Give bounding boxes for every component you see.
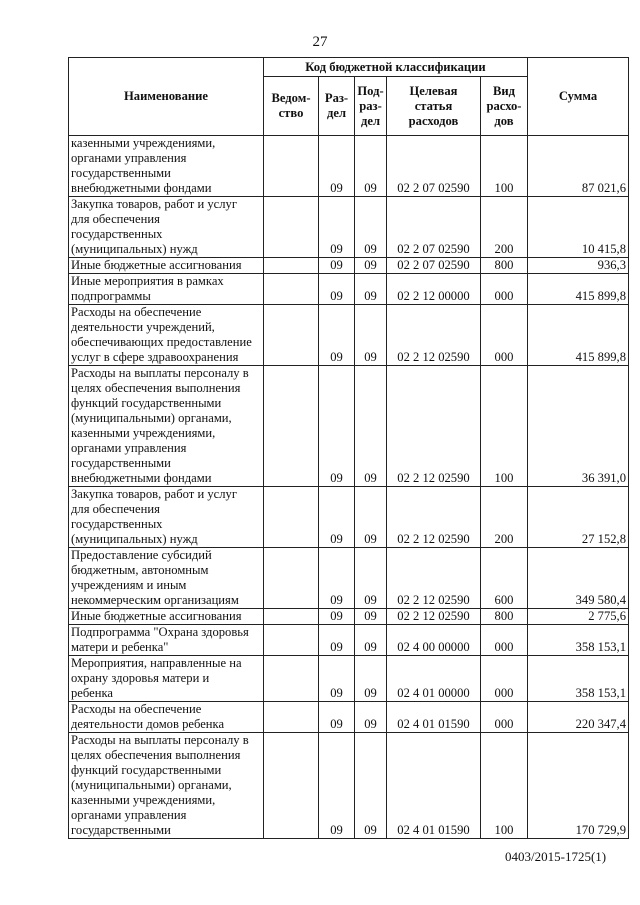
cell-name-line: Расходы на выплаты персоналу в <box>71 733 249 747</box>
cell-name-line: внебюджетными фондами <box>71 471 212 485</box>
cell-name-line: целях обеспечения выполнения <box>71 381 241 395</box>
header-subsection-line: раз- <box>359 98 382 113</box>
table-row <box>69 656 629 702</box>
cell-target-article: 02 4 01 01590 <box>387 702 481 733</box>
header-section-line: Раз- <box>324 91 349 105</box>
header-expense-type-line: расхо- <box>486 98 522 113</box>
cell-target-article: 02 2 07 02590 <box>387 258 481 274</box>
cell-sum: 10 415,8 <box>528 197 629 258</box>
cell-name-line: матери и ребенка" <box>71 640 169 654</box>
cell-name-line: Иные бюджетные ассигнования <box>71 258 242 272</box>
cell-name-line: органами управления <box>71 151 187 165</box>
budget-table <box>68 57 629 839</box>
cell-name <box>69 274 264 305</box>
cell-name-line: целях обеспечения выполнения <box>71 748 241 762</box>
cell-subsection: 09 <box>355 702 387 733</box>
table-row <box>69 548 629 609</box>
table-row <box>69 487 629 548</box>
cell-target-article: 02 2 12 02590 <box>387 366 481 487</box>
cell-section: 09 <box>319 625 355 656</box>
header-target-article-line: статья <box>414 98 453 113</box>
cell-department <box>264 609 319 625</box>
cell-section: 09 <box>319 656 355 702</box>
cell-subsection: 09 <box>355 258 387 274</box>
cell-subsection: 09 <box>355 625 387 656</box>
header-department <box>264 77 319 136</box>
cell-name-line: Расходы на обеспечение <box>71 305 202 319</box>
cell-sum: 170 729,9 <box>528 733 629 839</box>
cell-section: 09 <box>319 702 355 733</box>
cell-subsection: 09 <box>355 487 387 548</box>
cell-expense-type: 100 <box>481 366 528 487</box>
cell-name <box>69 548 264 609</box>
cell-section: 09 <box>319 197 355 258</box>
cell-target-article: 02 2 12 00000 <box>387 274 481 305</box>
header-section <box>319 77 355 136</box>
cell-department <box>264 548 319 609</box>
cell-name-line: учреждениям и иным <box>71 578 187 592</box>
table-body <box>69 136 629 839</box>
cell-name-line: (муниципальными) органами, <box>71 778 232 792</box>
cell-name <box>69 702 264 733</box>
cell-section: 09 <box>319 609 355 625</box>
cell-name-line: государственными <box>71 823 171 837</box>
cell-sum: 415 899,8 <box>528 305 629 366</box>
cell-name <box>69 258 264 274</box>
table-row <box>69 609 629 625</box>
table-row <box>69 197 629 258</box>
cell-target-article: 02 4 01 01590 <box>387 733 481 839</box>
cell-name-line: Предоставление субсидий <box>71 548 212 562</box>
cell-target-article: 02 2 12 02590 <box>387 609 481 625</box>
cell-name-line: (муниципальных) нужд <box>71 532 198 546</box>
cell-name <box>69 487 264 548</box>
cell-name <box>69 197 264 258</box>
cell-name-line: некоммерческим организациям <box>71 593 239 607</box>
cell-subsection: 09 <box>355 548 387 609</box>
cell-expense-type: 000 <box>481 305 528 366</box>
cell-expense-type: 800 <box>481 609 528 625</box>
cell-department <box>264 625 319 656</box>
cell-name <box>69 136 264 197</box>
cell-department <box>264 733 319 839</box>
header-department-line: ство <box>278 106 304 120</box>
cell-name-line: государственных <box>71 227 163 241</box>
cell-target-article: 02 4 00 00000 <box>387 625 481 656</box>
cell-sum: 220 347,4 <box>528 702 629 733</box>
header-section-line: дел <box>326 106 347 120</box>
cell-name-line: обеспечивающих предоставление <box>71 335 252 349</box>
cell-name-line: деятельности учреждений, <box>71 320 215 334</box>
cell-sum: 349 580,4 <box>528 548 629 609</box>
header-department-line: Ведом- <box>271 91 311 105</box>
cell-target-article: 02 2 07 02590 <box>387 197 481 258</box>
cell-expense-type: 000 <box>481 274 528 305</box>
table-row <box>69 136 629 197</box>
cell-name <box>69 366 264 487</box>
cell-target-article: 02 2 12 02590 <box>387 548 481 609</box>
cell-sum: 36 391,0 <box>528 366 629 487</box>
header-expense-type <box>481 77 528 136</box>
cell-target-article: 02 2 12 02590 <box>387 487 481 548</box>
header-expense-type-line: дов <box>494 113 514 128</box>
cell-expense-type: 600 <box>481 548 528 609</box>
table-row <box>69 305 629 366</box>
cell-sum: 415 899,8 <box>528 274 629 305</box>
cell-department <box>264 197 319 258</box>
cell-department <box>264 702 319 733</box>
cell-expense-type: 200 <box>481 487 528 548</box>
cell-name-line: функций государственными <box>71 396 222 410</box>
cell-name-line: органами управления <box>71 441 187 455</box>
document-code: 0403/2015-1725(1) <box>505 849 607 864</box>
cell-sum: 2 775,6 <box>528 609 629 625</box>
table-row <box>69 258 629 274</box>
cell-expense-type: 000 <box>481 625 528 656</box>
cell-sum: 358 153,1 <box>528 656 629 702</box>
cell-sum: 87 021,6 <box>528 136 629 197</box>
cell-name-line: для обеспечения <box>71 212 160 226</box>
cell-subsection: 09 <box>355 609 387 625</box>
table-row <box>69 702 629 733</box>
cell-name <box>69 609 264 625</box>
cell-name-line: охрану здоровья матери и <box>71 671 210 685</box>
cell-expense-type: 800 <box>481 258 528 274</box>
table-row <box>69 366 629 487</box>
cell-section: 09 <box>319 733 355 839</box>
cell-sum: 27 152,8 <box>528 487 629 548</box>
cell-name-line: казенными учреждениями, <box>71 793 216 807</box>
cell-name-line: бюджетным, автономным <box>71 563 209 577</box>
header-sum: Сумма <box>528 58 629 136</box>
header-target-article-line: расходов <box>408 113 459 128</box>
cell-department <box>264 656 319 702</box>
cell-target-article: 02 2 07 02590 <box>387 136 481 197</box>
cell-name-line: функций государственными <box>71 763 222 777</box>
cell-expense-type: 100 <box>481 136 528 197</box>
cell-name-line: (муниципальных) нужд <box>71 242 198 256</box>
cell-name-line: подпрограммы <box>71 289 151 303</box>
cell-section: 09 <box>319 136 355 197</box>
cell-subsection: 09 <box>355 274 387 305</box>
cell-name-line: внебюджетными фондами <box>71 181 212 195</box>
cell-name-line: деятельности домов ребенка <box>71 717 225 731</box>
cell-section: 09 <box>319 305 355 366</box>
cell-name-line: государственных <box>71 517 163 531</box>
cell-section: 09 <box>319 487 355 548</box>
table-row <box>69 733 629 839</box>
cell-department <box>264 366 319 487</box>
header-target-article-line: Целевая <box>409 83 458 98</box>
cell-name-line: Закупка товаров, работ и услуг <box>71 197 237 211</box>
cell-name-line: Подпрограмма "Охрана здоровья <box>71 625 249 639</box>
cell-name-line: казенными учреждениями, <box>71 426 216 440</box>
header-classification-group: Код бюджетной классификации <box>264 58 528 77</box>
cell-subsection: 09 <box>355 136 387 197</box>
cell-name-line: услуг в сфере здравоохранения <box>71 350 239 364</box>
cell-department <box>264 305 319 366</box>
header-target-article <box>387 77 481 136</box>
cell-expense-type: 200 <box>481 197 528 258</box>
cell-name-line: Иные бюджетные ассигнования <box>71 609 242 623</box>
cell-name <box>69 625 264 656</box>
cell-department <box>264 487 319 548</box>
page-number: 27 <box>312 34 328 50</box>
cell-target-article: 02 4 01 00000 <box>387 656 481 702</box>
cell-name-line: органами управления <box>71 808 187 822</box>
cell-name-line: для обеспечения <box>71 502 160 516</box>
cell-name-line: Расходы на обеспечение <box>71 702 202 716</box>
header-expense-type-line: Вид <box>492 83 516 98</box>
cell-target-article: 02 2 12 02590 <box>387 305 481 366</box>
header-subsection-line: Под- <box>357 83 384 98</box>
cell-subsection: 09 <box>355 656 387 702</box>
cell-expense-type: 100 <box>481 733 528 839</box>
cell-name-line: государственными <box>71 166 171 180</box>
header-subsection-line: дел <box>360 113 381 128</box>
cell-department <box>264 274 319 305</box>
cell-name-line: Мероприятия, направленные на <box>71 656 242 670</box>
cell-subsection: 09 <box>355 197 387 258</box>
table-row <box>69 625 629 656</box>
cell-expense-type: 000 <box>481 702 528 733</box>
cell-sum: 936,3 <box>528 258 629 274</box>
cell-name <box>69 305 264 366</box>
cell-name <box>69 733 264 839</box>
table-row <box>69 274 629 305</box>
cell-section: 09 <box>319 548 355 609</box>
cell-section: 09 <box>319 258 355 274</box>
cell-section: 09 <box>319 366 355 487</box>
cell-name-line: государственными <box>71 456 171 470</box>
cell-department <box>264 258 319 274</box>
cell-name-line: (муниципальными) органами, <box>71 411 232 425</box>
cell-name-line: ребенка <box>71 686 113 700</box>
cell-subsection: 09 <box>355 305 387 366</box>
cell-section: 09 <box>319 274 355 305</box>
cell-name-line: Расходы на выплаты персоналу в <box>71 366 249 380</box>
cell-expense-type: 000 <box>481 656 528 702</box>
cell-department <box>264 136 319 197</box>
cell-name-line: Закупка товаров, работ и услуг <box>71 487 237 501</box>
cell-subsection: 09 <box>355 733 387 839</box>
cell-name-line: Иные мероприятия в рамках <box>71 274 224 288</box>
header-subsection <box>355 77 387 136</box>
cell-name-line: казенными учреждениями, <box>71 136 216 150</box>
cell-sum: 358 153,1 <box>528 625 629 656</box>
cell-subsection: 09 <box>355 366 387 487</box>
cell-name <box>69 656 264 702</box>
header-name: Наименование <box>69 58 264 136</box>
